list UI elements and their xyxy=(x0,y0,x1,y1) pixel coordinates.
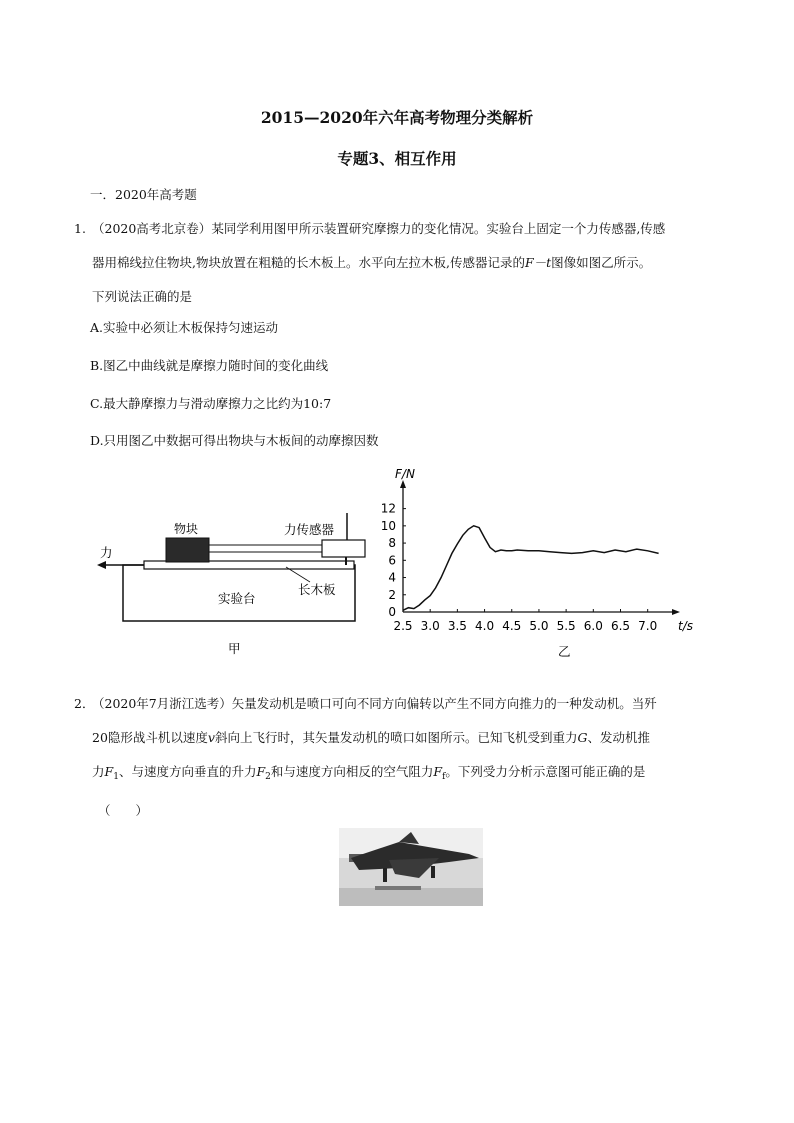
apparatus-figure xyxy=(96,505,376,665)
x-tick-label: 6.0 xyxy=(583,619,603,633)
y-tick-label: 12 xyxy=(380,501,396,516)
figure-b-caption: 乙 xyxy=(558,644,571,659)
y-tick-label: 4 xyxy=(388,570,396,585)
var-v: v xyxy=(207,730,215,745)
question-1-stem xyxy=(92,212,732,314)
block-label: 物块 xyxy=(174,522,199,536)
table-label: 实验台 xyxy=(218,591,256,606)
x-axis-arrow xyxy=(672,609,680,615)
sub-2: 2 xyxy=(265,772,271,782)
section-heading: 一．2020年高考题 xyxy=(90,187,197,202)
block xyxy=(166,538,209,562)
question-2-text-c2: 、与速度方向垂直的升力 xyxy=(118,764,257,779)
y-tick-label: 2 xyxy=(388,587,396,602)
var-f1: F xyxy=(104,764,114,779)
question-2-text-c1: 力 xyxy=(92,764,105,779)
var-f2: F xyxy=(256,764,266,779)
x-tick-label: 4.0 xyxy=(475,619,495,633)
question-2-text-b1: 20隐形战斗机以速度 xyxy=(92,730,208,745)
x-tick-label: 2.5 xyxy=(393,619,413,633)
x-tick-label: 4.5 xyxy=(502,619,522,633)
x-tick-label: 7.0 xyxy=(638,619,658,633)
figure-a-caption: 甲 xyxy=(228,641,241,656)
x-tick-label: 5.0 xyxy=(529,619,549,633)
board-label: 长木板 xyxy=(298,582,336,597)
chart-axes xyxy=(400,480,680,615)
answer-blank: （ ） xyxy=(98,803,149,818)
option-a: A.实验中必须让木板保持匀速运动 xyxy=(90,320,279,335)
jet-gear-rear xyxy=(383,868,387,882)
var-g: G xyxy=(577,730,588,745)
option-b: B.图乙中曲线就是摩擦力随时间的变化曲线 xyxy=(90,358,329,373)
option-d: D.只用图乙中数据可得出物块与木板间的动摩擦因数 xyxy=(90,433,379,448)
question-2-stem xyxy=(92,687,732,828)
var-ff: F xyxy=(433,764,443,779)
photo-ground xyxy=(339,888,483,906)
jet-photo xyxy=(339,828,483,906)
question-1-source: （2020高考北京卷） xyxy=(92,221,212,236)
force-curve xyxy=(403,526,659,611)
sub-1: 1 xyxy=(113,772,119,782)
ft-chart xyxy=(372,462,702,662)
question-1-text-c: 图像如图乙所示。 xyxy=(551,255,652,270)
y-tick-label: 0 xyxy=(388,605,396,619)
sub-f: f xyxy=(442,772,446,782)
chart-ticks xyxy=(381,502,658,633)
question-1-text-d: 下列说法正确的是 xyxy=(92,289,193,304)
question-2-text-a: （2020年7月浙江选考）矢量发动机是喷口可向不同方向偏转以产生不同方向推力的一种发动机。当歼 xyxy=(92,696,657,711)
y-axis-arrow xyxy=(400,480,406,488)
arrow-head xyxy=(97,561,106,569)
x-axis-label: t/s xyxy=(678,619,693,633)
y-tick-label: 8 xyxy=(388,536,396,551)
question-2-text-c3: 和与速度方向相反的空气阻力 xyxy=(270,764,434,779)
question-2-number: 2． xyxy=(74,696,95,711)
question-2-text-b2: 斜向上飞行时，其矢量发动机的喷口如图所示。已知飞机受到重力 xyxy=(214,730,578,745)
x-tick-label: 3.0 xyxy=(420,619,440,633)
option-c: C.最大静摩擦力与滑动摩擦力之比约为10:7 xyxy=(90,396,332,411)
question-1-text-a: 某同学利用图甲所示装置研究摩擦力的变化情况。实验台上固定一个力传感器,传感 xyxy=(211,221,666,236)
y-tick-label: 10 xyxy=(380,518,396,533)
jet-shadow xyxy=(375,886,421,890)
document-title: 2015—2020年六年高考物理分类解析 xyxy=(260,108,534,127)
question-2-text-c4: 。下列受力分析示意图可能正确的是 xyxy=(445,764,646,779)
force-sensor xyxy=(322,540,365,557)
document-subtitle: 专题3、相互作用 xyxy=(337,149,457,168)
y-tick-label: 6 xyxy=(388,553,396,568)
force-label: 力 xyxy=(100,545,113,560)
x-tick-label: 6.5 xyxy=(610,619,631,633)
x-tick-label: 3.5 xyxy=(447,619,467,633)
x-tick-label: 5.5 xyxy=(556,619,576,633)
question-2-text-b3: 、发动机推 xyxy=(587,730,650,745)
question-1-ft: F－t xyxy=(524,255,552,270)
jet-gear-front xyxy=(431,866,435,878)
question-1-number: 1. xyxy=(74,221,86,236)
question-1-text-b: 器用棉线拉住物块,物块放置在粗糙的长木板上。水平向左拉木板,传感器记录的 xyxy=(92,255,525,270)
y-axis-label: F/N xyxy=(395,467,415,481)
sensor-label: 力传感器 xyxy=(284,522,335,537)
